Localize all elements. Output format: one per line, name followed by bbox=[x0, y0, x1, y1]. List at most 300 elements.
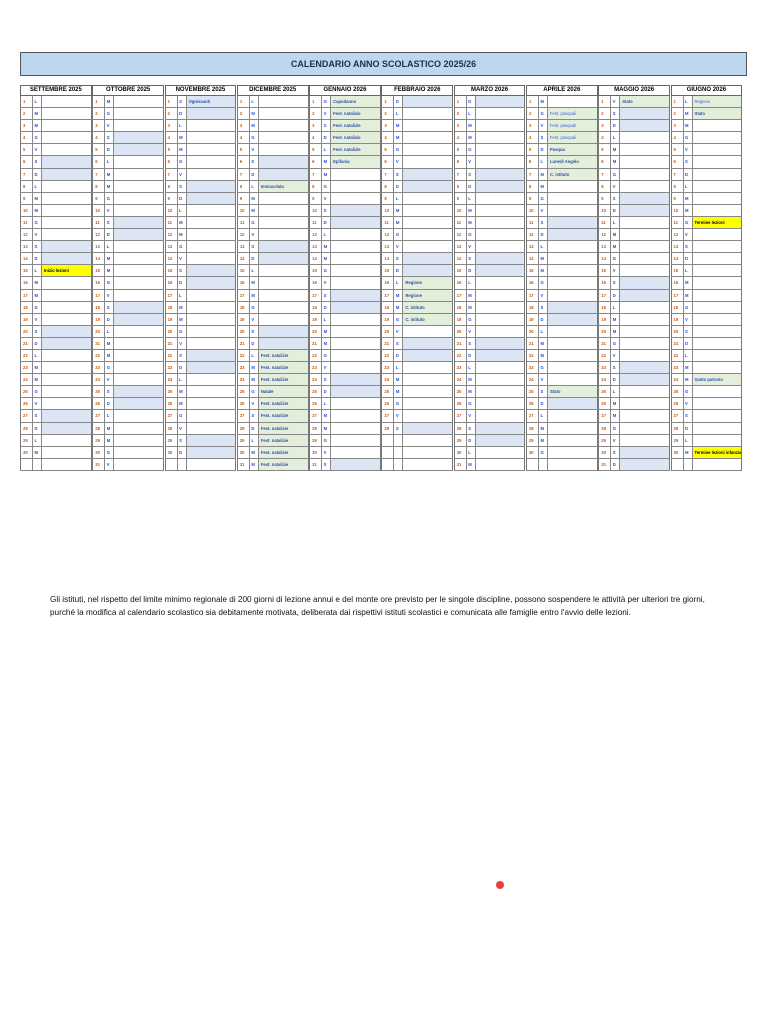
day-note: Epifania bbox=[331, 156, 380, 167]
day-number: 19 bbox=[455, 314, 467, 325]
day-row bbox=[671, 265, 743, 277]
day-number: 18 bbox=[21, 302, 33, 313]
day-row bbox=[309, 435, 381, 447]
day-row bbox=[309, 338, 381, 350]
day-number: 6 bbox=[599, 156, 611, 167]
day-number: 22 bbox=[672, 350, 684, 361]
day-row bbox=[20, 398, 92, 410]
day-row bbox=[381, 241, 453, 253]
day-row bbox=[92, 410, 164, 422]
day-note bbox=[693, 302, 742, 313]
day-row bbox=[381, 374, 453, 386]
day-row bbox=[454, 398, 526, 410]
weekday-letter: G bbox=[178, 241, 187, 252]
day-number: 6 bbox=[238, 156, 250, 167]
day-number: 16 bbox=[21, 277, 33, 288]
day-note bbox=[476, 386, 525, 397]
weekday-letter: M bbox=[33, 108, 42, 119]
day-number: 16 bbox=[310, 277, 322, 288]
day-row bbox=[237, 96, 309, 108]
weekday-letter: D bbox=[539, 229, 548, 240]
day-note bbox=[476, 108, 525, 119]
day-number: 19 bbox=[93, 314, 105, 325]
day-note bbox=[42, 410, 91, 421]
day-row bbox=[165, 265, 237, 277]
weekday-letter: G bbox=[684, 386, 693, 397]
day-number: 22 bbox=[93, 350, 105, 361]
weekday-letter: M bbox=[250, 205, 259, 216]
day-row bbox=[237, 229, 309, 241]
weekday-letter: L bbox=[467, 362, 476, 373]
day-note: Regione bbox=[693, 96, 742, 107]
day-row bbox=[20, 253, 92, 265]
day-note bbox=[187, 181, 236, 192]
day-row bbox=[598, 96, 670, 108]
day-number: 28 bbox=[166, 423, 178, 434]
day-row bbox=[237, 386, 309, 398]
day-number: 6 bbox=[455, 156, 467, 167]
day-number: 2 bbox=[527, 108, 539, 119]
day-number: 25 bbox=[310, 386, 322, 397]
day-note bbox=[620, 108, 669, 119]
month-header: NOVEMBRE 2025 bbox=[165, 85, 237, 96]
day-number: 26 bbox=[455, 398, 467, 409]
day-note bbox=[259, 302, 308, 313]
day-note bbox=[187, 277, 236, 288]
day-row bbox=[454, 120, 526, 132]
day-note bbox=[403, 144, 452, 155]
day-number: 18 bbox=[455, 302, 467, 313]
day-note bbox=[620, 265, 669, 276]
weekday-letter: M bbox=[322, 423, 331, 434]
weekday-letter: D bbox=[178, 108, 187, 119]
day-row bbox=[526, 314, 598, 326]
weekday-letter: L bbox=[539, 156, 548, 167]
day-number: 20 bbox=[672, 326, 684, 337]
weekday-letter: G bbox=[105, 193, 114, 204]
weekday-letter: M bbox=[394, 120, 403, 131]
day-row bbox=[92, 423, 164, 435]
weekday-letter: M bbox=[684, 193, 693, 204]
weekday-letter bbox=[178, 459, 187, 470]
day-note bbox=[331, 362, 380, 373]
day-number: 16 bbox=[599, 277, 611, 288]
day-note bbox=[620, 302, 669, 313]
day-number: 4 bbox=[527, 132, 539, 143]
day-row bbox=[309, 169, 381, 181]
day-note: Fest. natalizie bbox=[259, 435, 308, 446]
weekday-letter: S bbox=[611, 193, 620, 204]
weekday-letter: M bbox=[394, 302, 403, 313]
day-number bbox=[672, 459, 684, 470]
day-number: 16 bbox=[382, 277, 394, 288]
day-number: 15 bbox=[166, 265, 178, 276]
day-row bbox=[165, 169, 237, 181]
weekday-letter: G bbox=[467, 144, 476, 155]
weekday-letter: L bbox=[178, 290, 187, 301]
day-note bbox=[259, 96, 308, 107]
day-note bbox=[548, 410, 597, 421]
day-note bbox=[403, 241, 452, 252]
month-header: FEBBRAIO 2026 bbox=[381, 85, 453, 96]
day-number: 5 bbox=[455, 144, 467, 155]
day-row bbox=[92, 290, 164, 302]
weekday-letter: D bbox=[33, 253, 42, 264]
day-number: 30 bbox=[310, 447, 322, 458]
day-note bbox=[187, 362, 236, 373]
day-row bbox=[598, 265, 670, 277]
day-note bbox=[403, 265, 452, 276]
day-number bbox=[21, 459, 33, 470]
weekday-letter: V bbox=[250, 314, 259, 325]
day-number: 5 bbox=[21, 144, 33, 155]
day-note bbox=[620, 144, 669, 155]
day-row bbox=[381, 120, 453, 132]
day-row bbox=[92, 241, 164, 253]
day-row bbox=[165, 181, 237, 193]
day-number: 29 bbox=[527, 435, 539, 446]
day-number: 23 bbox=[382, 362, 394, 373]
weekday-letter bbox=[394, 459, 403, 470]
day-number: 12 bbox=[310, 229, 322, 240]
day-number: 22 bbox=[238, 350, 250, 361]
day-number: 20 bbox=[166, 326, 178, 337]
day-number: 29 bbox=[166, 435, 178, 446]
day-note bbox=[620, 447, 669, 458]
day-note bbox=[114, 423, 163, 434]
day-number: 30 bbox=[21, 447, 33, 458]
day-row bbox=[598, 181, 670, 193]
day-number: 22 bbox=[310, 350, 322, 361]
weekday-letter: D bbox=[250, 338, 259, 349]
day-note bbox=[403, 120, 452, 131]
weekday-letter: V bbox=[539, 374, 548, 385]
day-number: 3 bbox=[93, 120, 105, 131]
day-number: 24 bbox=[238, 374, 250, 385]
day-row bbox=[237, 326, 309, 338]
day-row bbox=[526, 96, 598, 108]
day-row bbox=[671, 435, 743, 447]
day-note bbox=[187, 132, 236, 143]
day-note bbox=[693, 156, 742, 167]
weekday-letter: L bbox=[33, 265, 42, 276]
weekday-letter: M bbox=[250, 447, 259, 458]
day-number: 31 bbox=[238, 459, 250, 470]
day-number: 4 bbox=[599, 132, 611, 143]
day-note bbox=[114, 398, 163, 409]
day-number: 19 bbox=[672, 314, 684, 325]
day-note bbox=[620, 120, 669, 131]
day-row bbox=[381, 326, 453, 338]
day-number: 12 bbox=[166, 229, 178, 240]
day-note bbox=[476, 253, 525, 264]
day-row bbox=[671, 120, 743, 132]
day-note: Fest. natalizie bbox=[331, 132, 380, 143]
day-row bbox=[20, 362, 92, 374]
day-number: 26 bbox=[310, 398, 322, 409]
weekday-letter: S bbox=[394, 338, 403, 349]
day-row bbox=[671, 169, 743, 181]
day-row bbox=[454, 374, 526, 386]
weekday-letter: S bbox=[250, 410, 259, 421]
day-number: 15 bbox=[527, 265, 539, 276]
day-number: 28 bbox=[93, 423, 105, 434]
day-row bbox=[165, 253, 237, 265]
day-row bbox=[309, 290, 381, 302]
weekday-letter: S bbox=[684, 156, 693, 167]
day-row bbox=[20, 265, 92, 277]
day-note bbox=[693, 398, 742, 409]
day-note bbox=[187, 447, 236, 458]
day-note bbox=[693, 181, 742, 192]
day-note bbox=[403, 459, 452, 470]
day-note bbox=[114, 410, 163, 421]
day-number: 5 bbox=[672, 144, 684, 155]
weekday-letter: V bbox=[394, 326, 403, 337]
day-number: 21 bbox=[21, 338, 33, 349]
weekday-letter: D bbox=[178, 193, 187, 204]
weekday-letter: S bbox=[611, 362, 620, 373]
day-number: 23 bbox=[599, 362, 611, 373]
day-number: 26 bbox=[527, 398, 539, 409]
day-note bbox=[476, 290, 525, 301]
day-row bbox=[381, 96, 453, 108]
day-note bbox=[548, 241, 597, 252]
weekday-letter: S bbox=[250, 156, 259, 167]
day-note bbox=[42, 398, 91, 409]
day-row bbox=[526, 241, 598, 253]
day-note bbox=[42, 217, 91, 228]
day-row bbox=[671, 193, 743, 205]
day-row bbox=[309, 314, 381, 326]
weekday-letter: G bbox=[539, 193, 548, 204]
day-note bbox=[476, 132, 525, 143]
day-note bbox=[331, 398, 380, 409]
day-note bbox=[693, 265, 742, 276]
day-number: 31 bbox=[93, 459, 105, 470]
day-number: 30 bbox=[166, 447, 178, 458]
weekday-letter: L bbox=[33, 181, 42, 192]
day-row bbox=[237, 435, 309, 447]
day-row bbox=[165, 241, 237, 253]
weekday-letter: M bbox=[178, 314, 187, 325]
day-number: 18 bbox=[93, 302, 105, 313]
day-number: 12 bbox=[238, 229, 250, 240]
day-number: 11 bbox=[310, 217, 322, 228]
weekday-letter: L bbox=[322, 314, 331, 325]
day-row bbox=[454, 435, 526, 447]
day-row bbox=[526, 169, 598, 181]
weekday-letter: L bbox=[611, 217, 620, 228]
day-number: 23 bbox=[455, 362, 467, 373]
day-row bbox=[598, 398, 670, 410]
weekday-letter: M bbox=[250, 362, 259, 373]
day-number: 24 bbox=[310, 374, 322, 385]
day-number: 25 bbox=[166, 386, 178, 397]
weekday-letter: L bbox=[33, 96, 42, 107]
day-note bbox=[620, 459, 669, 470]
day-row bbox=[454, 96, 526, 108]
weekday-letter: D bbox=[611, 459, 620, 470]
day-note bbox=[693, 205, 742, 216]
day-row bbox=[309, 217, 381, 229]
month-header: MAGGIO 2026 bbox=[598, 85, 670, 96]
day-row bbox=[165, 350, 237, 362]
day-note bbox=[620, 253, 669, 264]
day-note bbox=[259, 144, 308, 155]
weekday-letter: D bbox=[684, 338, 693, 349]
day-row bbox=[165, 108, 237, 120]
day-note bbox=[187, 193, 236, 204]
weekday-letter: G bbox=[684, 217, 693, 228]
day-row bbox=[20, 423, 92, 435]
day-row bbox=[309, 241, 381, 253]
month-column bbox=[165, 85, 237, 471]
weekday-letter: L bbox=[178, 205, 187, 216]
day-row bbox=[381, 205, 453, 217]
day-number: 18 bbox=[382, 302, 394, 313]
day-number: 27 bbox=[455, 410, 467, 421]
day-note bbox=[476, 459, 525, 470]
day-row bbox=[20, 326, 92, 338]
weekday-letter: L bbox=[105, 156, 114, 167]
day-row bbox=[381, 386, 453, 398]
day-note bbox=[187, 338, 236, 349]
day-row bbox=[237, 338, 309, 350]
day-note bbox=[259, 132, 308, 143]
day-note bbox=[42, 290, 91, 301]
weekday-letter: D bbox=[178, 362, 187, 373]
day-number: 28 bbox=[455, 423, 467, 434]
day-number: 9 bbox=[672, 193, 684, 204]
weekday-letter: M bbox=[539, 169, 548, 180]
day-number: 9 bbox=[310, 193, 322, 204]
calendar-title: CALENDARIO ANNO SCOLASTICO 2025/26 bbox=[20, 52, 747, 76]
day-note bbox=[331, 410, 380, 421]
day-row bbox=[526, 277, 598, 289]
weekday-letter: M bbox=[250, 459, 259, 470]
day-note bbox=[187, 350, 236, 361]
day-note bbox=[331, 181, 380, 192]
day-note bbox=[548, 459, 597, 470]
day-row bbox=[598, 350, 670, 362]
day-row bbox=[20, 302, 92, 314]
day-number: 25 bbox=[382, 386, 394, 397]
weekday-letter: S bbox=[684, 326, 693, 337]
day-note bbox=[114, 326, 163, 337]
day-note bbox=[548, 398, 597, 409]
day-number: 21 bbox=[93, 338, 105, 349]
weekday-letter: L bbox=[394, 193, 403, 204]
day-row bbox=[165, 132, 237, 144]
day-number: 17 bbox=[166, 290, 178, 301]
weekday-letter: L bbox=[684, 265, 693, 276]
day-row bbox=[454, 447, 526, 459]
day-number: 9 bbox=[166, 193, 178, 204]
day-number: 26 bbox=[93, 398, 105, 409]
day-note bbox=[693, 459, 742, 470]
day-number: 25 bbox=[238, 386, 250, 397]
day-note bbox=[693, 253, 742, 264]
red-dot-marker bbox=[496, 881, 504, 889]
day-number: 27 bbox=[93, 410, 105, 421]
weekday-letter: V bbox=[467, 326, 476, 337]
day-note: Stato bbox=[548, 386, 597, 397]
weekday-letter: S bbox=[322, 120, 331, 131]
day-note bbox=[331, 447, 380, 458]
day-note bbox=[476, 120, 525, 131]
weekday-letter: G bbox=[250, 386, 259, 397]
weekday-letter: M bbox=[539, 96, 548, 107]
day-note bbox=[548, 205, 597, 216]
weekday-letter: M bbox=[250, 290, 259, 301]
day-row bbox=[598, 410, 670, 422]
day-row bbox=[165, 386, 237, 398]
day-row bbox=[526, 120, 598, 132]
day-note bbox=[403, 435, 452, 446]
day-row bbox=[381, 459, 453, 471]
day-number: 9 bbox=[599, 193, 611, 204]
day-row bbox=[526, 302, 598, 314]
day-number: 2 bbox=[672, 108, 684, 119]
weekday-letter: S bbox=[33, 156, 42, 167]
day-note bbox=[620, 314, 669, 325]
day-row bbox=[237, 302, 309, 314]
day-number: 30 bbox=[599, 447, 611, 458]
weekday-letter: G bbox=[33, 217, 42, 228]
day-note bbox=[620, 277, 669, 288]
weekday-letter: L bbox=[250, 96, 259, 107]
day-number: 2 bbox=[21, 108, 33, 119]
day-note bbox=[403, 253, 452, 264]
day-note bbox=[620, 169, 669, 180]
day-number: 10 bbox=[599, 205, 611, 216]
weekday-letter: G bbox=[684, 132, 693, 143]
day-note bbox=[476, 96, 525, 107]
day-number: 6 bbox=[21, 156, 33, 167]
day-row bbox=[598, 374, 670, 386]
weekday-letter: V bbox=[467, 156, 476, 167]
day-note bbox=[693, 144, 742, 155]
weekday-letter: M bbox=[105, 423, 114, 434]
weekday-letter: V bbox=[250, 229, 259, 240]
weekday-letter: V bbox=[611, 435, 620, 446]
day-note bbox=[187, 290, 236, 301]
day-note bbox=[476, 144, 525, 155]
day-note bbox=[620, 435, 669, 446]
day-number: 31 bbox=[310, 459, 322, 470]
day-row bbox=[454, 205, 526, 217]
day-row bbox=[92, 265, 164, 277]
day-note bbox=[187, 398, 236, 409]
day-note bbox=[403, 217, 452, 228]
weekday-letter: M bbox=[684, 374, 693, 385]
weekday-letter: L bbox=[250, 435, 259, 446]
weekday-letter: M bbox=[684, 108, 693, 119]
day-row bbox=[237, 169, 309, 181]
day-note bbox=[620, 241, 669, 252]
weekday-letter: S bbox=[33, 326, 42, 337]
day-number: 3 bbox=[599, 120, 611, 131]
day-row bbox=[309, 181, 381, 193]
weekday-letter: M bbox=[539, 435, 548, 446]
day-note bbox=[403, 156, 452, 167]
day-row bbox=[598, 459, 670, 471]
day-note bbox=[403, 169, 452, 180]
day-note bbox=[259, 217, 308, 228]
day-row bbox=[381, 217, 453, 229]
day-number: 20 bbox=[455, 326, 467, 337]
